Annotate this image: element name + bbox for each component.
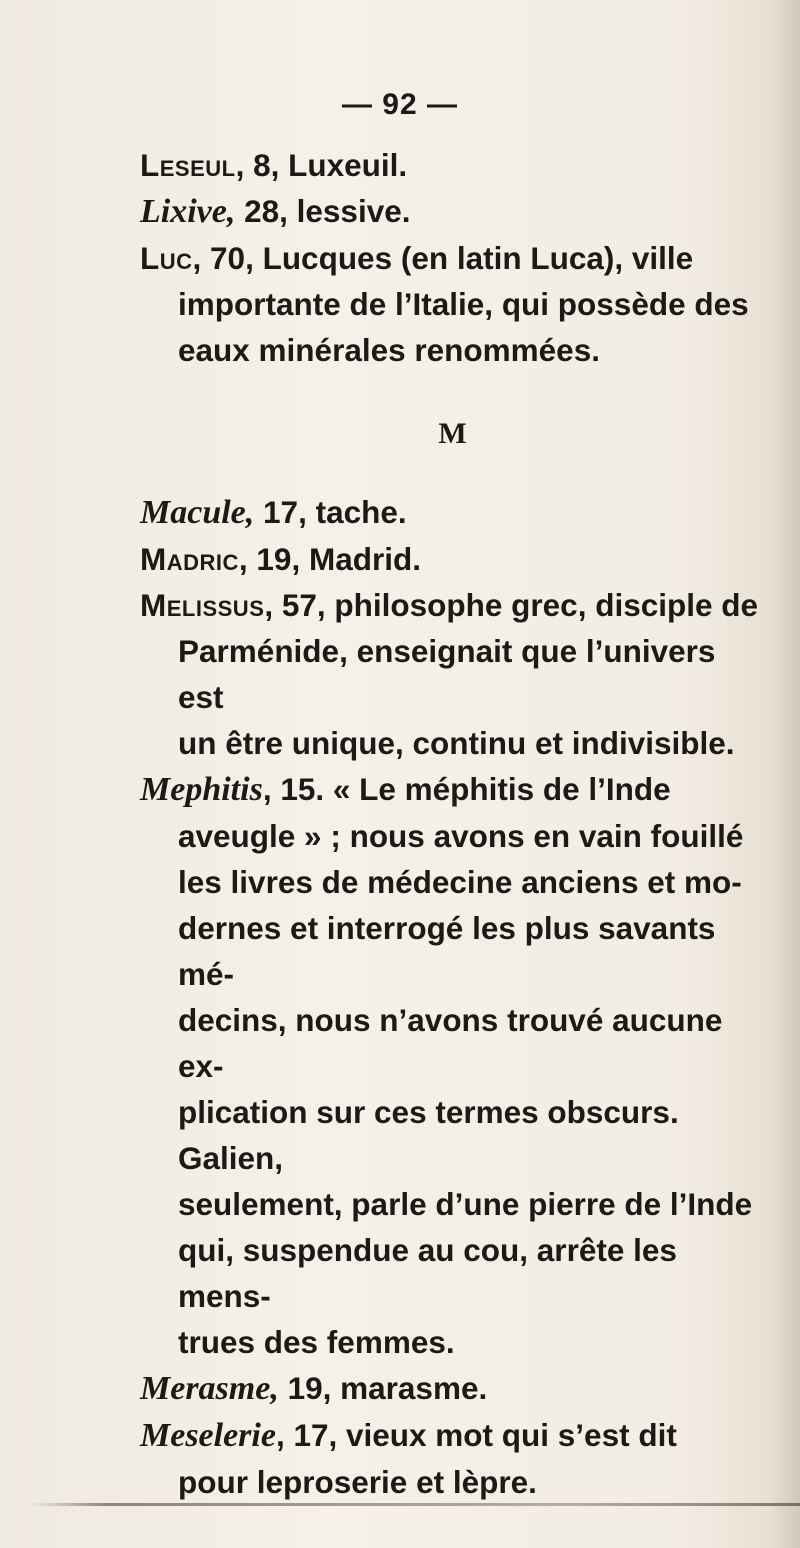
entry-continuation-line: Parménide, enseignait que l’univers est (178, 633, 716, 715)
entry-term: Leseul (140, 147, 236, 183)
entry-continuation-line: les livres de médecine anciens et mo- (178, 864, 742, 900)
entry-term: Luc (140, 240, 193, 276)
entry-definition: 28, lessive. (235, 193, 411, 229)
glossary-entry (140, 1365, 765, 1412)
glossary-text (140, 142, 765, 1505)
entry-term: Lixive, (140, 193, 236, 230)
entry-definition: , 70, Lucques (en latin Luca), ville (192, 240, 694, 276)
entry-continuation-line: pour leproserie et lèpre. (178, 1464, 537, 1500)
entry-definition: 17, tache. (254, 494, 407, 530)
section-letter: M (438, 417, 467, 450)
entries-before-section (140, 142, 765, 373)
entry-term: Mephitis (140, 771, 263, 808)
glossary-entry (140, 766, 765, 1365)
entry-continuation-line: importante de l’Italie, qui possède des (178, 286, 749, 322)
entry-continuation-line: qui, suspendue au cou, arrête les mens- (178, 1232, 677, 1314)
page-number: — 92 — (341, 88, 459, 121)
entry-term: Madric (140, 541, 239, 577)
glossary-entry (140, 188, 765, 235)
entry-continuation-line: dernes et interrogé les plus savants mé- (178, 910, 716, 992)
entry-term: Melissus (140, 587, 265, 623)
entry-definition: , 17, vieux mot qui s’est dit (275, 1417, 677, 1453)
glossary-entry (140, 536, 765, 582)
entry-definition: , 57, philosophe grec, disciple de (264, 587, 759, 623)
glossary-entry (140, 582, 765, 766)
entry-continuation-line: plication sur ces termes obscurs. Galien, (178, 1094, 679, 1176)
glossary-entry (140, 142, 765, 188)
page-bottom-rule (30, 1503, 800, 1506)
entry-continuation-line: decins, nous n’avons trouvé aucune ex- (178, 1002, 723, 1084)
entry-continuation-line: seulement, parle d’une pierre de l’Inde (178, 1186, 753, 1222)
entry-definition: , 8, Luxeuil. (235, 147, 408, 183)
entry-definition: 19, marasme. (278, 1370, 488, 1406)
entry-definition: , 19, Madrid. (238, 541, 421, 577)
glossary-entry (140, 1412, 765, 1505)
page-edge-shadow (770, 0, 800, 1548)
entry-term: Meselerie (140, 1417, 276, 1454)
entry-continuation-line: un être unique, continu et indivisible. (178, 725, 735, 761)
entry-continuation-line: eaux minérales renommées. (178, 332, 600, 368)
entries-after-section (140, 489, 765, 1505)
entry-term: Macule, (140, 494, 255, 531)
entry-definition: , 15. « Le méphitis de l’Inde (262, 771, 671, 807)
glossary-entry (140, 235, 765, 373)
entry-continuation-line: aveugle » ; nous avons en vain fouillé (178, 818, 744, 854)
entry-continuation-line: trues des femmes. (178, 1324, 455, 1360)
entry-term: Merasme, (140, 1370, 279, 1407)
glossary-entry (140, 489, 765, 536)
